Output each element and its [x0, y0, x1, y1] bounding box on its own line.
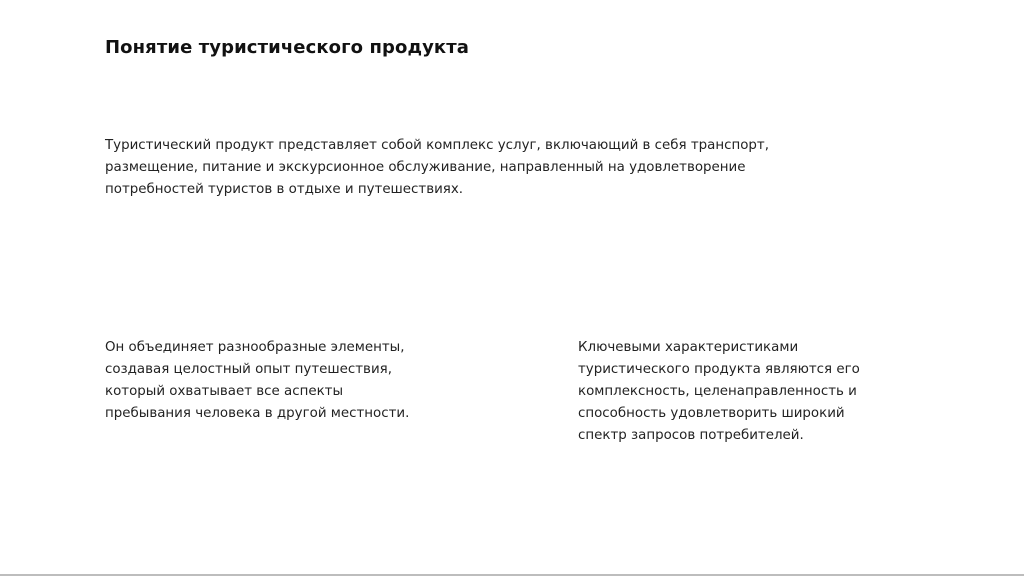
- intro-paragraph: [105, 135, 835, 201]
- right-column-line: способность удовлетворить широкий: [578, 406, 845, 421]
- left-column-line: пребывания человека в другой местности.: [105, 406, 410, 421]
- left-column-line: создавая целостный опыт путешествия,: [105, 362, 392, 377]
- slide-title: Понятие туристического продукта: [105, 37, 470, 58]
- left-column-paragraph: [105, 337, 445, 425]
- intro-line: размещение, питание и экскурсионное обслуживание, направленный на удовлетворение: [105, 160, 746, 175]
- right-column-line: спектр запросов потребителей.: [578, 428, 804, 443]
- right-column-paragraph: [578, 337, 898, 447]
- right-column-line: комплексность, целенаправленность и: [578, 384, 857, 399]
- intro-line: Туристический продукт представляет собой комплекс услуг, включающий в себя транспорт,: [105, 138, 769, 153]
- left-column-line: который охватывает все аспекты: [105, 384, 344, 399]
- left-column-line: Он объединяет разнообразные элементы,: [105, 340, 405, 355]
- intro-line: потребностей туристов в отдыхе и путешествиях.: [105, 182, 464, 197]
- right-column-line: туристического продукта являются его: [578, 362, 860, 377]
- right-column-line: Ключевыми характеристиками: [578, 340, 799, 355]
